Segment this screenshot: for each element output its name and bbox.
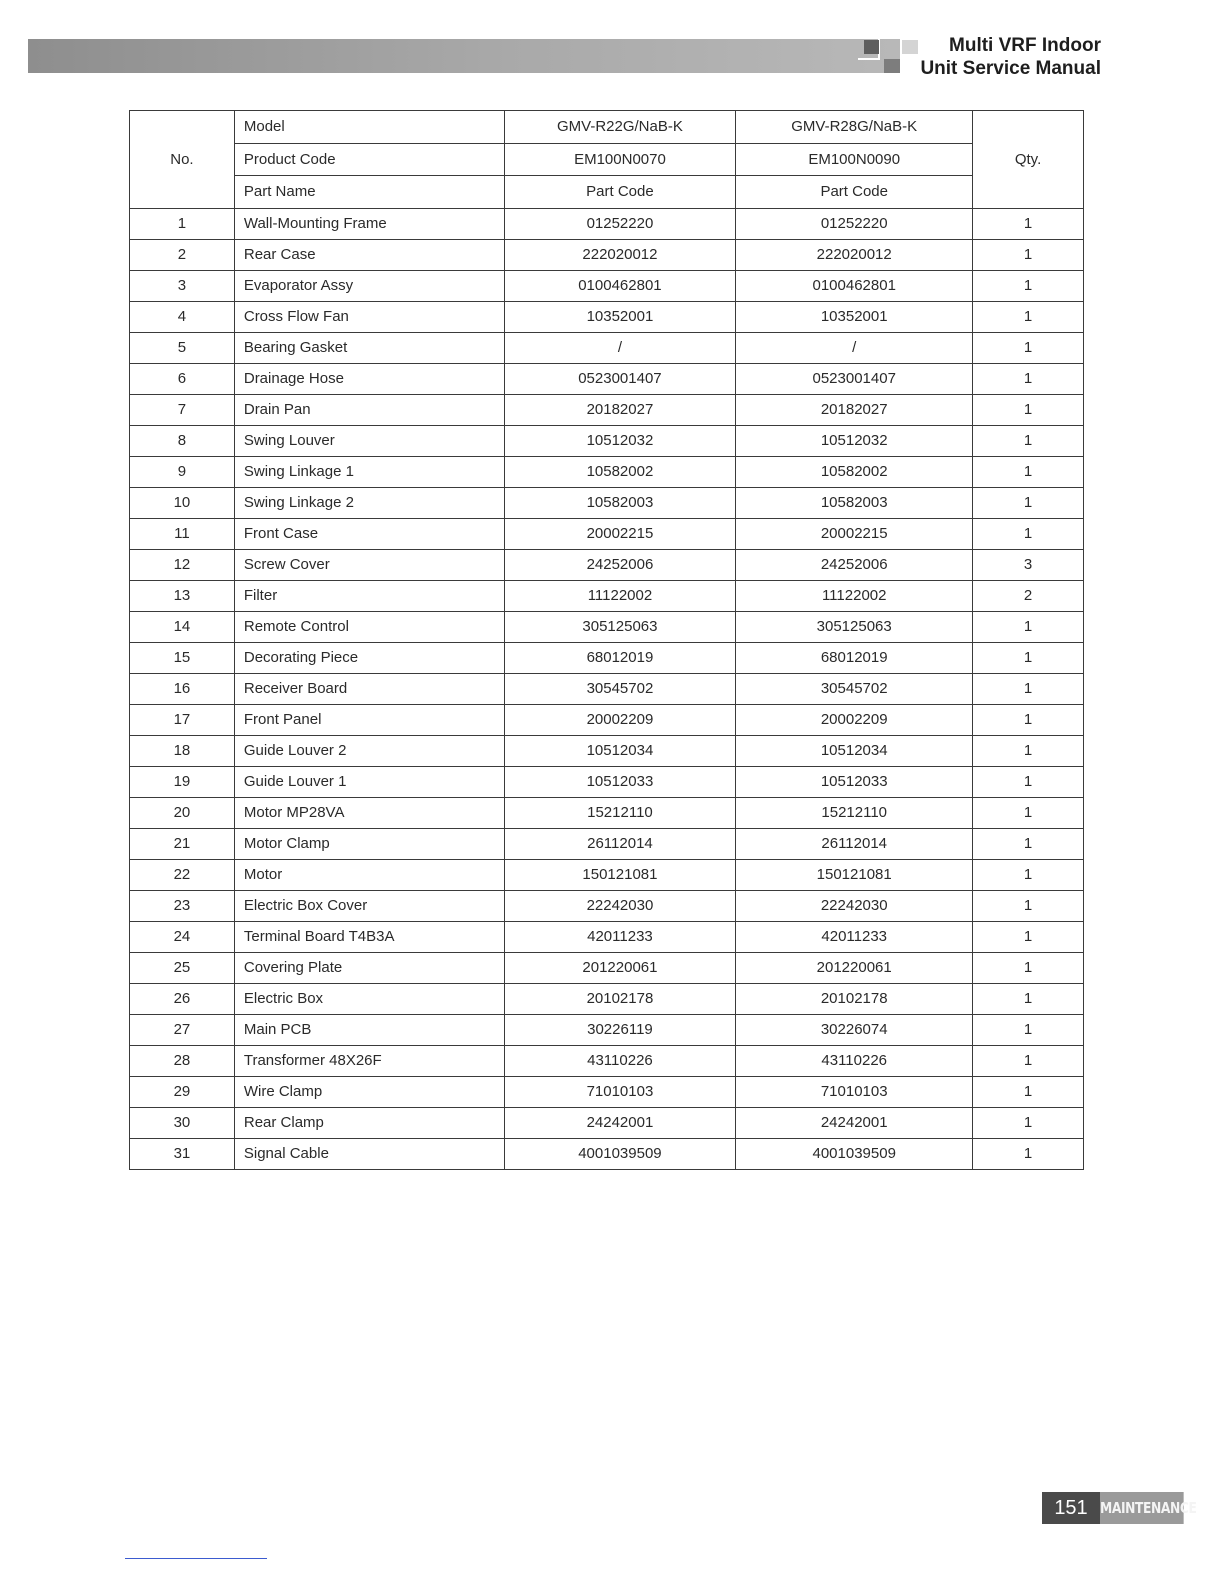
part-qty: 1 [973, 332, 1084, 363]
section-label: MAINTENANCE [1100, 1492, 1184, 1524]
part-code-a: 20002215 [504, 518, 736, 549]
part-no: 21 [130, 828, 235, 859]
part-name: Evaporator Assy [234, 270, 504, 301]
part-code-a: 42011233 [504, 921, 736, 952]
part-name: Wire Clamp [234, 1076, 504, 1107]
part-no: 17 [130, 704, 235, 735]
part-no: 3 [130, 270, 235, 301]
part-name-label: Part Name [234, 176, 504, 209]
part-qty: 1 [973, 456, 1084, 487]
part-no: 20 [130, 797, 235, 828]
table-row [130, 735, 1084, 766]
part-no: 30 [130, 1107, 235, 1138]
table-row [130, 828, 1084, 859]
part-code-a: 20002209 [504, 704, 736, 735]
part-qty: 1 [973, 487, 1084, 518]
part-qty: 1 [973, 704, 1084, 735]
part-qty: 1 [973, 1138, 1084, 1169]
table-row [130, 1014, 1084, 1045]
part-no: 1 [130, 208, 235, 239]
part-qty: 2 [973, 580, 1084, 611]
header-decor-square-light [902, 40, 918, 54]
part-code-b: 10582003 [736, 487, 973, 518]
part-no: 22 [130, 859, 235, 890]
part-name: Guide Louver 1 [234, 766, 504, 797]
part-name: Main PCB [234, 1014, 504, 1045]
part-code-b: 10512034 [736, 735, 973, 766]
part-no: 9 [130, 456, 235, 487]
part-name: Cross Flow Fan [234, 301, 504, 332]
header-row-part-name [130, 176, 1084, 209]
part-name: Remote Control [234, 611, 504, 642]
part-no: 16 [130, 673, 235, 704]
part-no: 25 [130, 952, 235, 983]
part-code-b: 15212110 [736, 797, 973, 828]
model-label: Model [234, 111, 504, 144]
part-code-a: 68012019 [504, 642, 736, 673]
part-name: Swing Linkage 1 [234, 456, 504, 487]
part-code-b: / [736, 332, 973, 363]
part-no: 2 [130, 239, 235, 270]
part-code-a: 10512033 [504, 766, 736, 797]
part-qty: 1 [973, 425, 1084, 456]
part-qty: 1 [973, 797, 1084, 828]
manual-title-line2: Unit Service Manual [920, 58, 1101, 79]
part-qty: 1 [973, 890, 1084, 921]
part-name: Guide Louver 2 [234, 735, 504, 766]
part-qty: 1 [973, 363, 1084, 394]
no-header: No. [130, 111, 235, 209]
table-row [130, 673, 1084, 704]
part-name: Bearing Gasket [234, 332, 504, 363]
part-code-b: 30545702 [736, 673, 973, 704]
part-code-a: 20182027 [504, 394, 736, 425]
part-code-b: 20002215 [736, 518, 973, 549]
part-qty: 1 [973, 270, 1084, 301]
part-qty: 1 [973, 1076, 1084, 1107]
table-row [130, 332, 1084, 363]
part-code-b: 42011233 [736, 921, 973, 952]
table-row [130, 1045, 1084, 1076]
table-row [130, 1138, 1084, 1169]
part-name: Signal Cable [234, 1138, 504, 1169]
part-code-b: 20102178 [736, 983, 973, 1014]
part-name: Receiver Board [234, 673, 504, 704]
manual-title-line1: Multi VRF Indoor [949, 35, 1101, 56]
part-code-b-label: Part Code [736, 176, 973, 209]
table-row [130, 766, 1084, 797]
part-qty: 1 [973, 673, 1084, 704]
part-qty: 1 [973, 952, 1084, 983]
part-code-a: 71010103 [504, 1076, 736, 1107]
part-name: Transformer 48X26F [234, 1045, 504, 1076]
part-no: 15 [130, 642, 235, 673]
part-code-a: 43110226 [504, 1045, 736, 1076]
part-no: 12 [130, 549, 235, 580]
part-no: 11 [130, 518, 235, 549]
part-code-a: 20102178 [504, 983, 736, 1014]
table-row [130, 1076, 1084, 1107]
part-no: 23 [130, 890, 235, 921]
part-name: Decorating Piece [234, 642, 504, 673]
part-code-a: 10512032 [504, 425, 736, 456]
table-row [130, 270, 1084, 301]
part-code-a: 10512034 [504, 735, 736, 766]
part-code-b: 10582002 [736, 456, 973, 487]
part-qty: 1 [973, 828, 1084, 859]
part-code-b: 22242030 [736, 890, 973, 921]
table-row [130, 456, 1084, 487]
part-qty: 1 [973, 735, 1084, 766]
part-no: 5 [130, 332, 235, 363]
part-name: Filter [234, 580, 504, 611]
part-code-a: 222020012 [504, 239, 736, 270]
part-code-b: 68012019 [736, 642, 973, 673]
part-no: 19 [130, 766, 235, 797]
product-code-label: Product Code [234, 143, 504, 176]
part-code-a: 30226119 [504, 1014, 736, 1045]
part-no: 18 [130, 735, 235, 766]
part-qty: 1 [973, 983, 1084, 1014]
part-name: Drain Pan [234, 394, 504, 425]
part-name: Motor [234, 859, 504, 890]
part-qty: 1 [973, 301, 1084, 332]
part-name: Electric Box Cover [234, 890, 504, 921]
page-number: 151 [1042, 1492, 1100, 1524]
part-name: Electric Box [234, 983, 504, 1014]
table-row [130, 208, 1084, 239]
table-row [130, 797, 1084, 828]
part-code-b: 01252220 [736, 208, 973, 239]
part-code-a: / [504, 332, 736, 363]
table-row [130, 642, 1084, 673]
qty-header: Qty. [973, 111, 1084, 209]
part-code-b: 24242001 [736, 1107, 973, 1138]
table-row [130, 611, 1084, 642]
header-row-product-code [130, 143, 1084, 176]
table-row [130, 1107, 1084, 1138]
table-row [130, 580, 1084, 611]
part-no: 27 [130, 1014, 235, 1045]
part-code-b: 10512032 [736, 425, 973, 456]
part-no: 8 [130, 425, 235, 456]
part-no: 7 [130, 394, 235, 425]
part-name: Motor MP28VA [234, 797, 504, 828]
part-code-a: 10582003 [504, 487, 736, 518]
table-row [130, 239, 1084, 270]
part-no: 14 [130, 611, 235, 642]
table-row [130, 394, 1084, 425]
table-row [130, 425, 1084, 456]
manual-title [920, 34, 1101, 80]
part-no: 31 [130, 1138, 235, 1169]
table-row [130, 921, 1084, 952]
part-code-b: 150121081 [736, 859, 973, 890]
part-code-b: 0523001407 [736, 363, 973, 394]
part-qty: 1 [973, 1107, 1084, 1138]
part-name: Motor Clamp [234, 828, 504, 859]
part-name: Swing Linkage 2 [234, 487, 504, 518]
part-qty: 1 [973, 394, 1084, 425]
header-bar [28, 39, 900, 73]
footer-rule [125, 1558, 267, 1559]
part-no: 13 [130, 580, 235, 611]
part-code-b: 305125063 [736, 611, 973, 642]
table-row [130, 859, 1084, 890]
table-row [130, 952, 1084, 983]
part-code-a: 0523001407 [504, 363, 736, 394]
part-code-b: 71010103 [736, 1076, 973, 1107]
part-code-b: 20182027 [736, 394, 973, 425]
part-code-a: 201220061 [504, 952, 736, 983]
part-code-b: 20002209 [736, 704, 973, 735]
table-row [130, 890, 1084, 921]
part-qty: 1 [973, 239, 1084, 270]
part-name: Terminal Board T4B3A [234, 921, 504, 952]
header-decor-square-mid [884, 59, 900, 73]
part-code-a: 0100462801 [504, 270, 736, 301]
part-name: Rear Case [234, 239, 504, 270]
part-no: 4 [130, 301, 235, 332]
part-no: 10 [130, 487, 235, 518]
parts-table [129, 110, 1084, 1170]
part-name: Front Panel [234, 704, 504, 735]
part-code-a-label: Part Code [504, 176, 736, 209]
part-qty: 1 [973, 1014, 1084, 1045]
part-no: 29 [130, 1076, 235, 1107]
part-code-a: 22242030 [504, 890, 736, 921]
part-name: Rear Clamp [234, 1107, 504, 1138]
part-no: 26 [130, 983, 235, 1014]
part-code-a: 11122002 [504, 580, 736, 611]
part-name: Covering Plate [234, 952, 504, 983]
part-code-b: 4001039509 [736, 1138, 973, 1169]
part-code-b: 10352001 [736, 301, 973, 332]
part-qty: 1 [973, 1045, 1084, 1076]
part-code-a: 24242001 [504, 1107, 736, 1138]
table-row [130, 983, 1084, 1014]
part-name: Screw Cover [234, 549, 504, 580]
part-code-a: 24252006 [504, 549, 736, 580]
header-decor-square-dark [864, 40, 879, 54]
part-qty: 1 [973, 921, 1084, 952]
part-qty: 1 [973, 859, 1084, 890]
part-no: 24 [130, 921, 235, 952]
part-name: Front Case [234, 518, 504, 549]
table-row [130, 487, 1084, 518]
part-code-a: 10352001 [504, 301, 736, 332]
part-code-b: 26112014 [736, 828, 973, 859]
part-name: Drainage Hose [234, 363, 504, 394]
part-code-b: 10512033 [736, 766, 973, 797]
part-name: Wall-Mounting Frame [234, 208, 504, 239]
part-code-a: 150121081 [504, 859, 736, 890]
part-code-b: 43110226 [736, 1045, 973, 1076]
part-code-b: 24252006 [736, 549, 973, 580]
table-row [130, 301, 1084, 332]
part-qty: 1 [973, 766, 1084, 797]
table-row [130, 549, 1084, 580]
header-row-model [130, 111, 1084, 144]
model-a: GMV-R22G/NaB-K [504, 111, 736, 144]
part-code-b: 11122002 [736, 580, 973, 611]
part-qty: 1 [973, 208, 1084, 239]
part-code-a: 10582002 [504, 456, 736, 487]
part-code-b: 201220061 [736, 952, 973, 983]
part-qty: 1 [973, 611, 1084, 642]
part-code-b: 0100462801 [736, 270, 973, 301]
part-name: Swing Louver [234, 425, 504, 456]
part-qty: 1 [973, 518, 1084, 549]
part-qty: 3 [973, 549, 1084, 580]
part-code-b: 222020012 [736, 239, 973, 270]
part-qty: 1 [973, 642, 1084, 673]
product-code-a: EM100N0070 [504, 143, 736, 176]
part-code-a: 01252220 [504, 208, 736, 239]
part-code-a: 26112014 [504, 828, 736, 859]
part-code-a: 305125063 [504, 611, 736, 642]
table-row [130, 704, 1084, 735]
part-code-a: 30545702 [504, 673, 736, 704]
part-code-b: 30226074 [736, 1014, 973, 1045]
model-b: GMV-R28G/NaB-K [736, 111, 973, 144]
part-code-a: 4001039509 [504, 1138, 736, 1169]
part-no: 28 [130, 1045, 235, 1076]
table-row [130, 363, 1084, 394]
table-row [130, 518, 1084, 549]
part-no: 6 [130, 363, 235, 394]
part-code-a: 15212110 [504, 797, 736, 828]
product-code-b: EM100N0090 [736, 143, 973, 176]
